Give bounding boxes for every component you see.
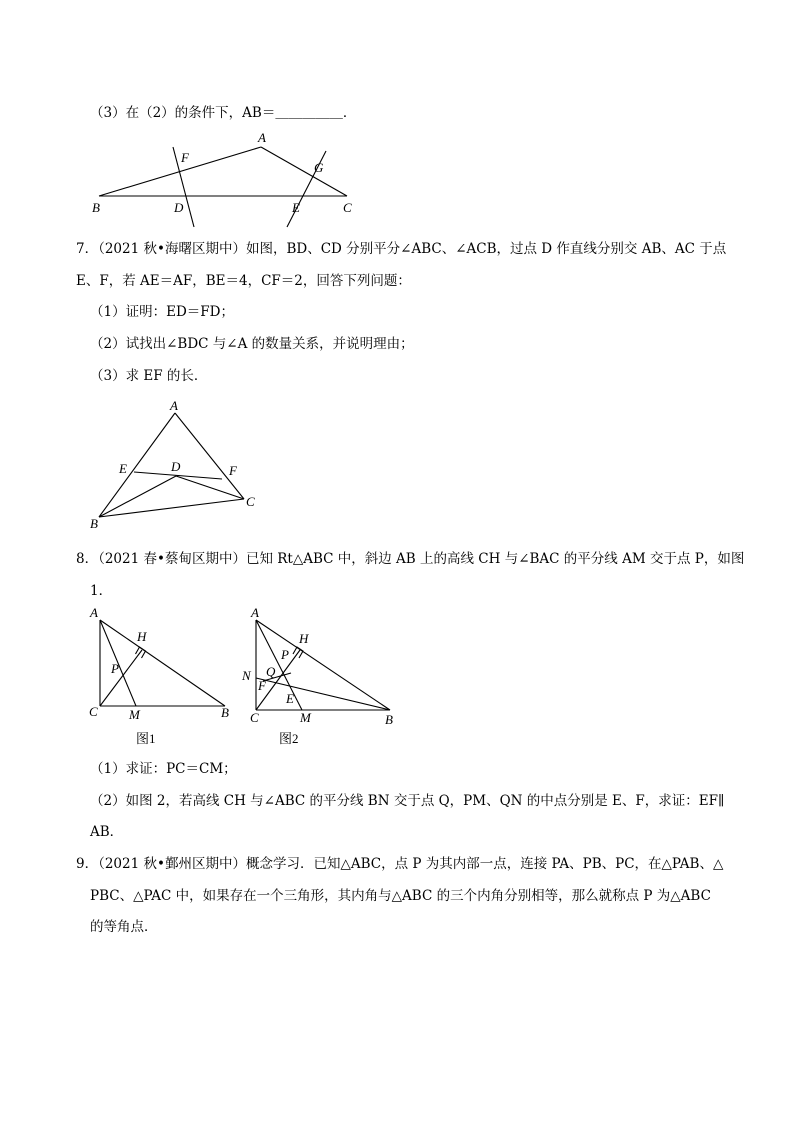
q7-line2: E、F，若 AE＝AF，BE＝4，CF＝2，回答下列问题： <box>76 273 411 289</box>
q8-fig1-label-C: C <box>89 704 98 719</box>
q8-fig2-label-B: B <box>385 712 393 727</box>
q8-fig1-label-M: M <box>129 707 140 722</box>
q8-fig1-label-P: P <box>111 661 119 676</box>
q6-part3: （3）在（2）的条件下，AB＝＿＿＿＿＿． <box>90 105 357 121</box>
q8-part2-line1: （2）如图 2，若高线 CH 与∠ABC 的平分线 BN 交于点 Q，PM、QN 的中点分别是 E、F，求证：EF∥ <box>90 793 725 809</box>
q7-label-F: F <box>229 463 237 478</box>
q8-line1: 8．（2021 春•蔡甸区期中）已知 Rt△ABC 中，斜边 AB 上的高线 CH 与∠BAC 的平分线 AM 交于点 P，如图 <box>76 551 745 567</box>
q8-fig1-label-H: H <box>137 629 147 644</box>
q8-figure2 <box>238 600 403 750</box>
q7-part1: （1）证明：ED＝FD； <box>90 304 234 320</box>
q6-figure <box>85 125 375 217</box>
q7-part2: （2）试找出∠BDC 与∠A 的数量关系，并说明理由； <box>90 336 414 352</box>
q7-figure <box>85 395 265 535</box>
q8-fig1-caption: 图1 <box>136 731 156 746</box>
q7-label-C: C <box>246 494 255 509</box>
q8-fig1-label-B: B <box>221 705 229 720</box>
q6-label-D: D <box>174 200 184 215</box>
q7-label-A: A <box>170 398 178 413</box>
q8-figure1 <box>85 600 245 750</box>
q8-part1: （1）求证：PC＝CM； <box>90 761 237 777</box>
q8-fig2-label-C: C <box>250 710 259 725</box>
q6-label-E: E <box>292 200 300 215</box>
q8-fig2-label-N: N <box>242 668 251 683</box>
q6-label-F: F <box>181 150 189 165</box>
q6-label-B: B <box>92 200 100 215</box>
q6-label-C: C <box>343 200 352 215</box>
q8-fig2-caption: 图2 <box>279 731 299 746</box>
q9-line1: 9．（2021 秋•鄞州区期中）概念学习．已知△ABC，点 P 为其内部一点，连接 PA、PB、PC，在△PAB、△ <box>76 856 724 872</box>
q7-label-E: E <box>119 461 127 476</box>
q8-fig1-label-A: A <box>90 605 98 620</box>
q7-part3: （3）求 EF 的长． <box>90 368 208 384</box>
q7-line1: 7．（2021 秋•海曙区期中）如图，BD、CD 分别平分∠ABC、∠ACB，过点 D 作直线分别交 AB、AC 于点 <box>76 241 727 257</box>
q8-line2: 1． <box>90 583 113 599</box>
q8-fig2-label-A: A <box>251 605 259 620</box>
q9-line3: 的等角点． <box>90 919 158 935</box>
q8-fig2-label-Q: Q <box>266 664 276 679</box>
q8-fig2-label-M: M <box>300 710 311 725</box>
q8-fig2-label-P: P <box>281 647 289 662</box>
q8-fig2-label-F: F <box>258 678 266 693</box>
q8-part2-line2: AB． <box>90 824 124 840</box>
q8-fig2-label-H: H <box>299 631 309 646</box>
q8-fig2-label-E: E <box>286 691 294 706</box>
q9-line2: PBC、△PAC 中，如果存在一个三角形，其内角与△ABC 的三个内角分别相等，那么就称点 P 为△ABC <box>90 888 711 904</box>
q6-label-A: A <box>258 130 266 145</box>
q7-label-B: B <box>90 516 98 531</box>
q7-label-D: D <box>171 459 181 474</box>
q6-label-G: G <box>314 160 324 175</box>
